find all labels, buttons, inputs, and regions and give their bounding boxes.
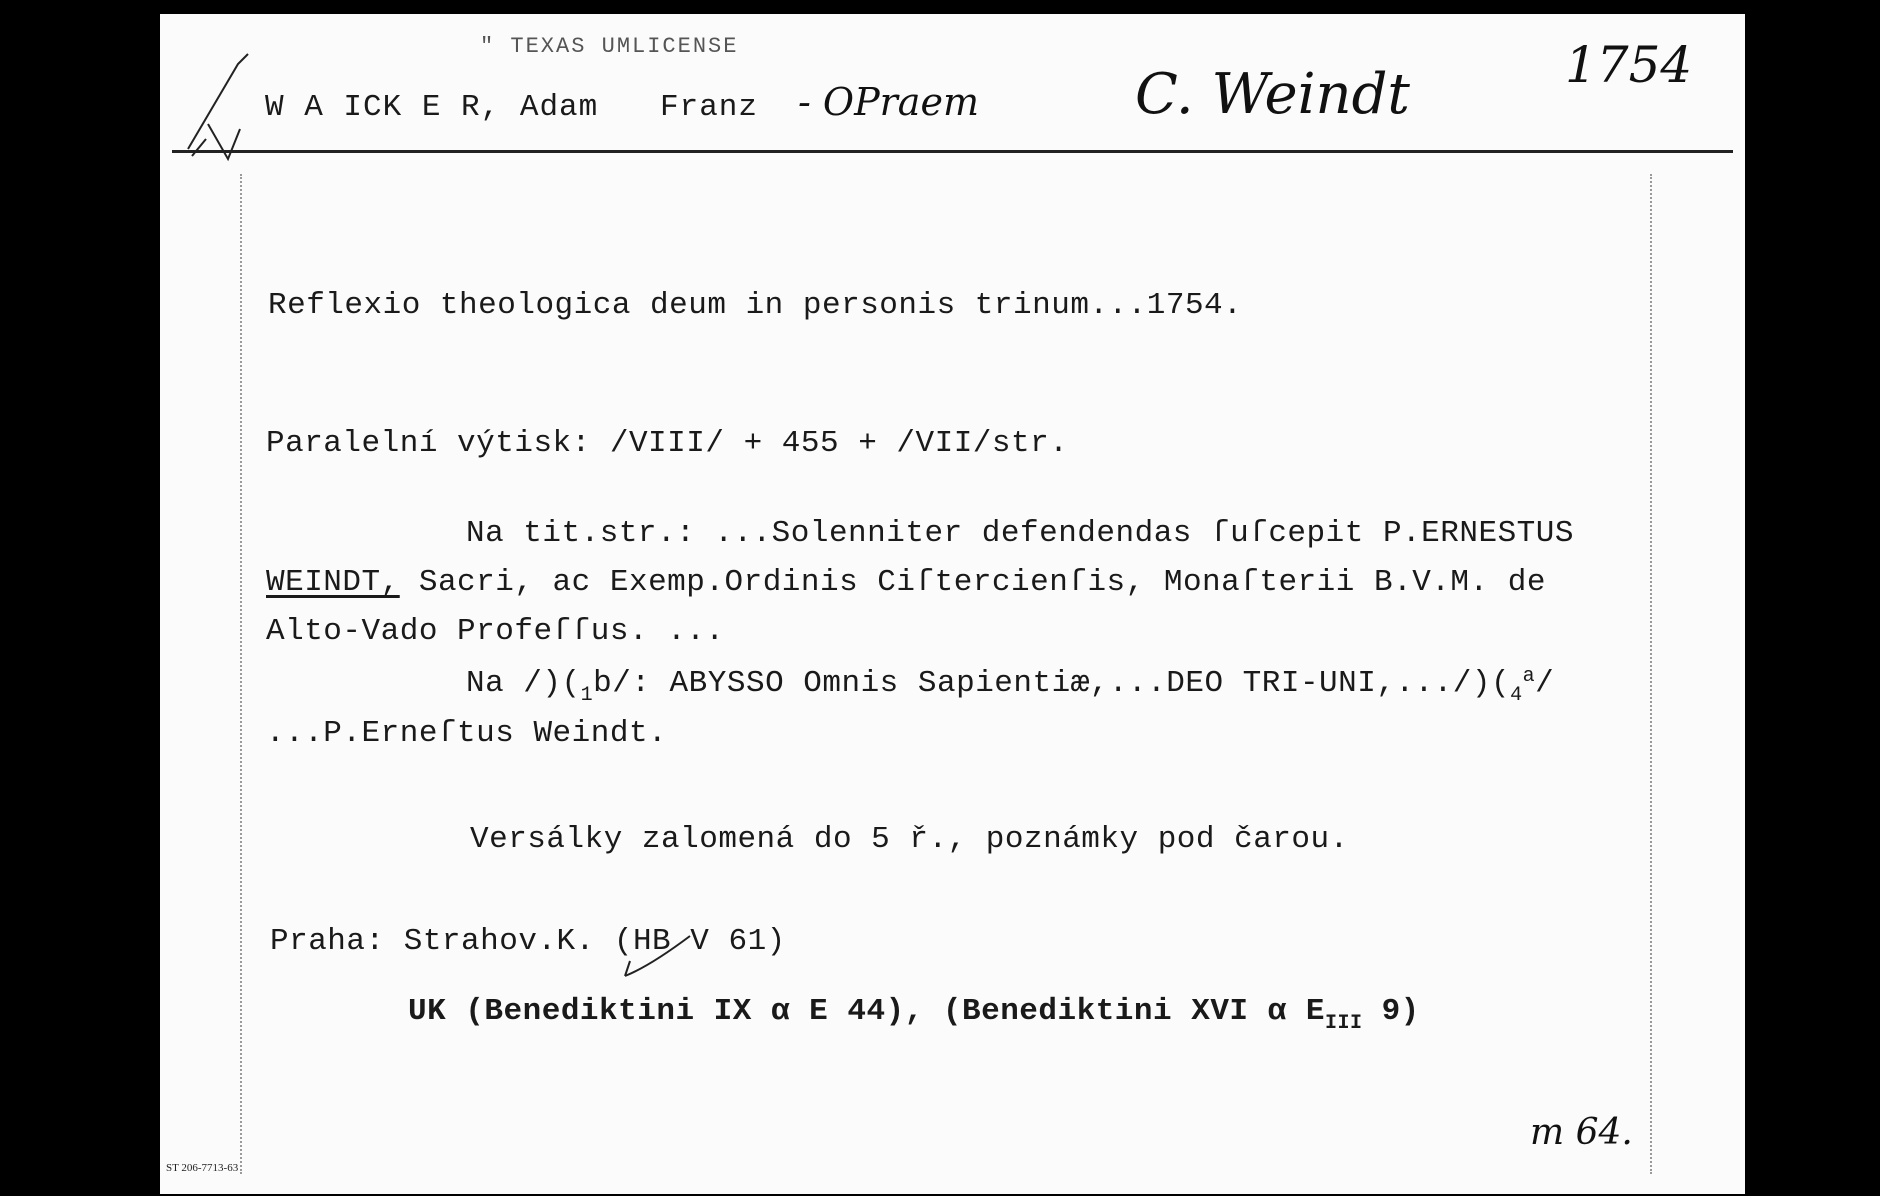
dedication-suffix: / (1535, 666, 1555, 701)
left-margin-line (240, 174, 242, 1174)
faint-header-text: " TEXAS UMLICENSE (480, 34, 739, 59)
form-code: ST 206-7713-63 (166, 1162, 239, 1174)
titlepage-line-1: Na tit.str.: ...Solenniter defendendas ſuſcepit P.ERNESTUS (466, 516, 1574, 551)
holdings-subscript: III (1324, 1012, 1363, 1035)
corner-handwritten-number: m 64. (1530, 1112, 1633, 1153)
heading-order-handwritten: - OPraem (798, 80, 979, 124)
catalog-card (160, 14, 1745, 1194)
holdings-line-1: Praha: Strahov.K. (HB V 61) (270, 924, 786, 959)
dedication-subscript-1: 1 (580, 684, 594, 707)
underlined-author: WEINDT, (266, 565, 400, 600)
holdings-line-2-prefix: UK (Benediktini IX α E 44), (Benediktini XVI α E (408, 994, 1325, 1029)
titlepage-line-2-rest: Sacri, ac Exemp.Ordinis Ciſtercienſis, Monaſterii B.V.M. de (399, 565, 1546, 600)
dedication-subscript-2: 4 (1510, 684, 1523, 707)
holdings-line-2-suffix: 9) (1362, 994, 1420, 1029)
heading-rule (172, 150, 1733, 153)
holdings-line-2 (408, 994, 1420, 1035)
heading-name: W A ICK E R, Adam (265, 90, 599, 125)
titlepage-line-2 (266, 565, 1546, 600)
heading-author-handwritten: C. Weindt (1135, 62, 1410, 127)
titlepage-line-3: Alto-Vado Profeſſus. ... (266, 614, 725, 649)
parallel-print-line: Paralelní výtisk: /VIII/ + 455 + /VII/str. (266, 426, 1069, 461)
right-margin-line (1650, 174, 1652, 1174)
dedication-middle: b/: ABYSSO Omnis Sapientiæ,...DEO TRI-UNI,.../)( (593, 666, 1511, 701)
handwritten-check-mark (620, 931, 700, 981)
title-line: Reflexio theologica deum in personis trinum...1754. (268, 288, 1243, 323)
heading-year-handwritten: 1754 (1565, 36, 1693, 94)
dedication-line-2: ...P.Erneſtus Weindt. (266, 716, 668, 751)
dedication-prefix: Na /)( (466, 666, 581, 701)
heading-given-name: Franz (660, 90, 759, 125)
dedication-line-1 (466, 665, 1555, 707)
dedication-superscript: a (1522, 665, 1536, 688)
notes-line: Versálky zalomená do 5 ř., poznámky pod čarou. (470, 822, 1349, 857)
handwritten-slash-mark (178, 44, 268, 164)
